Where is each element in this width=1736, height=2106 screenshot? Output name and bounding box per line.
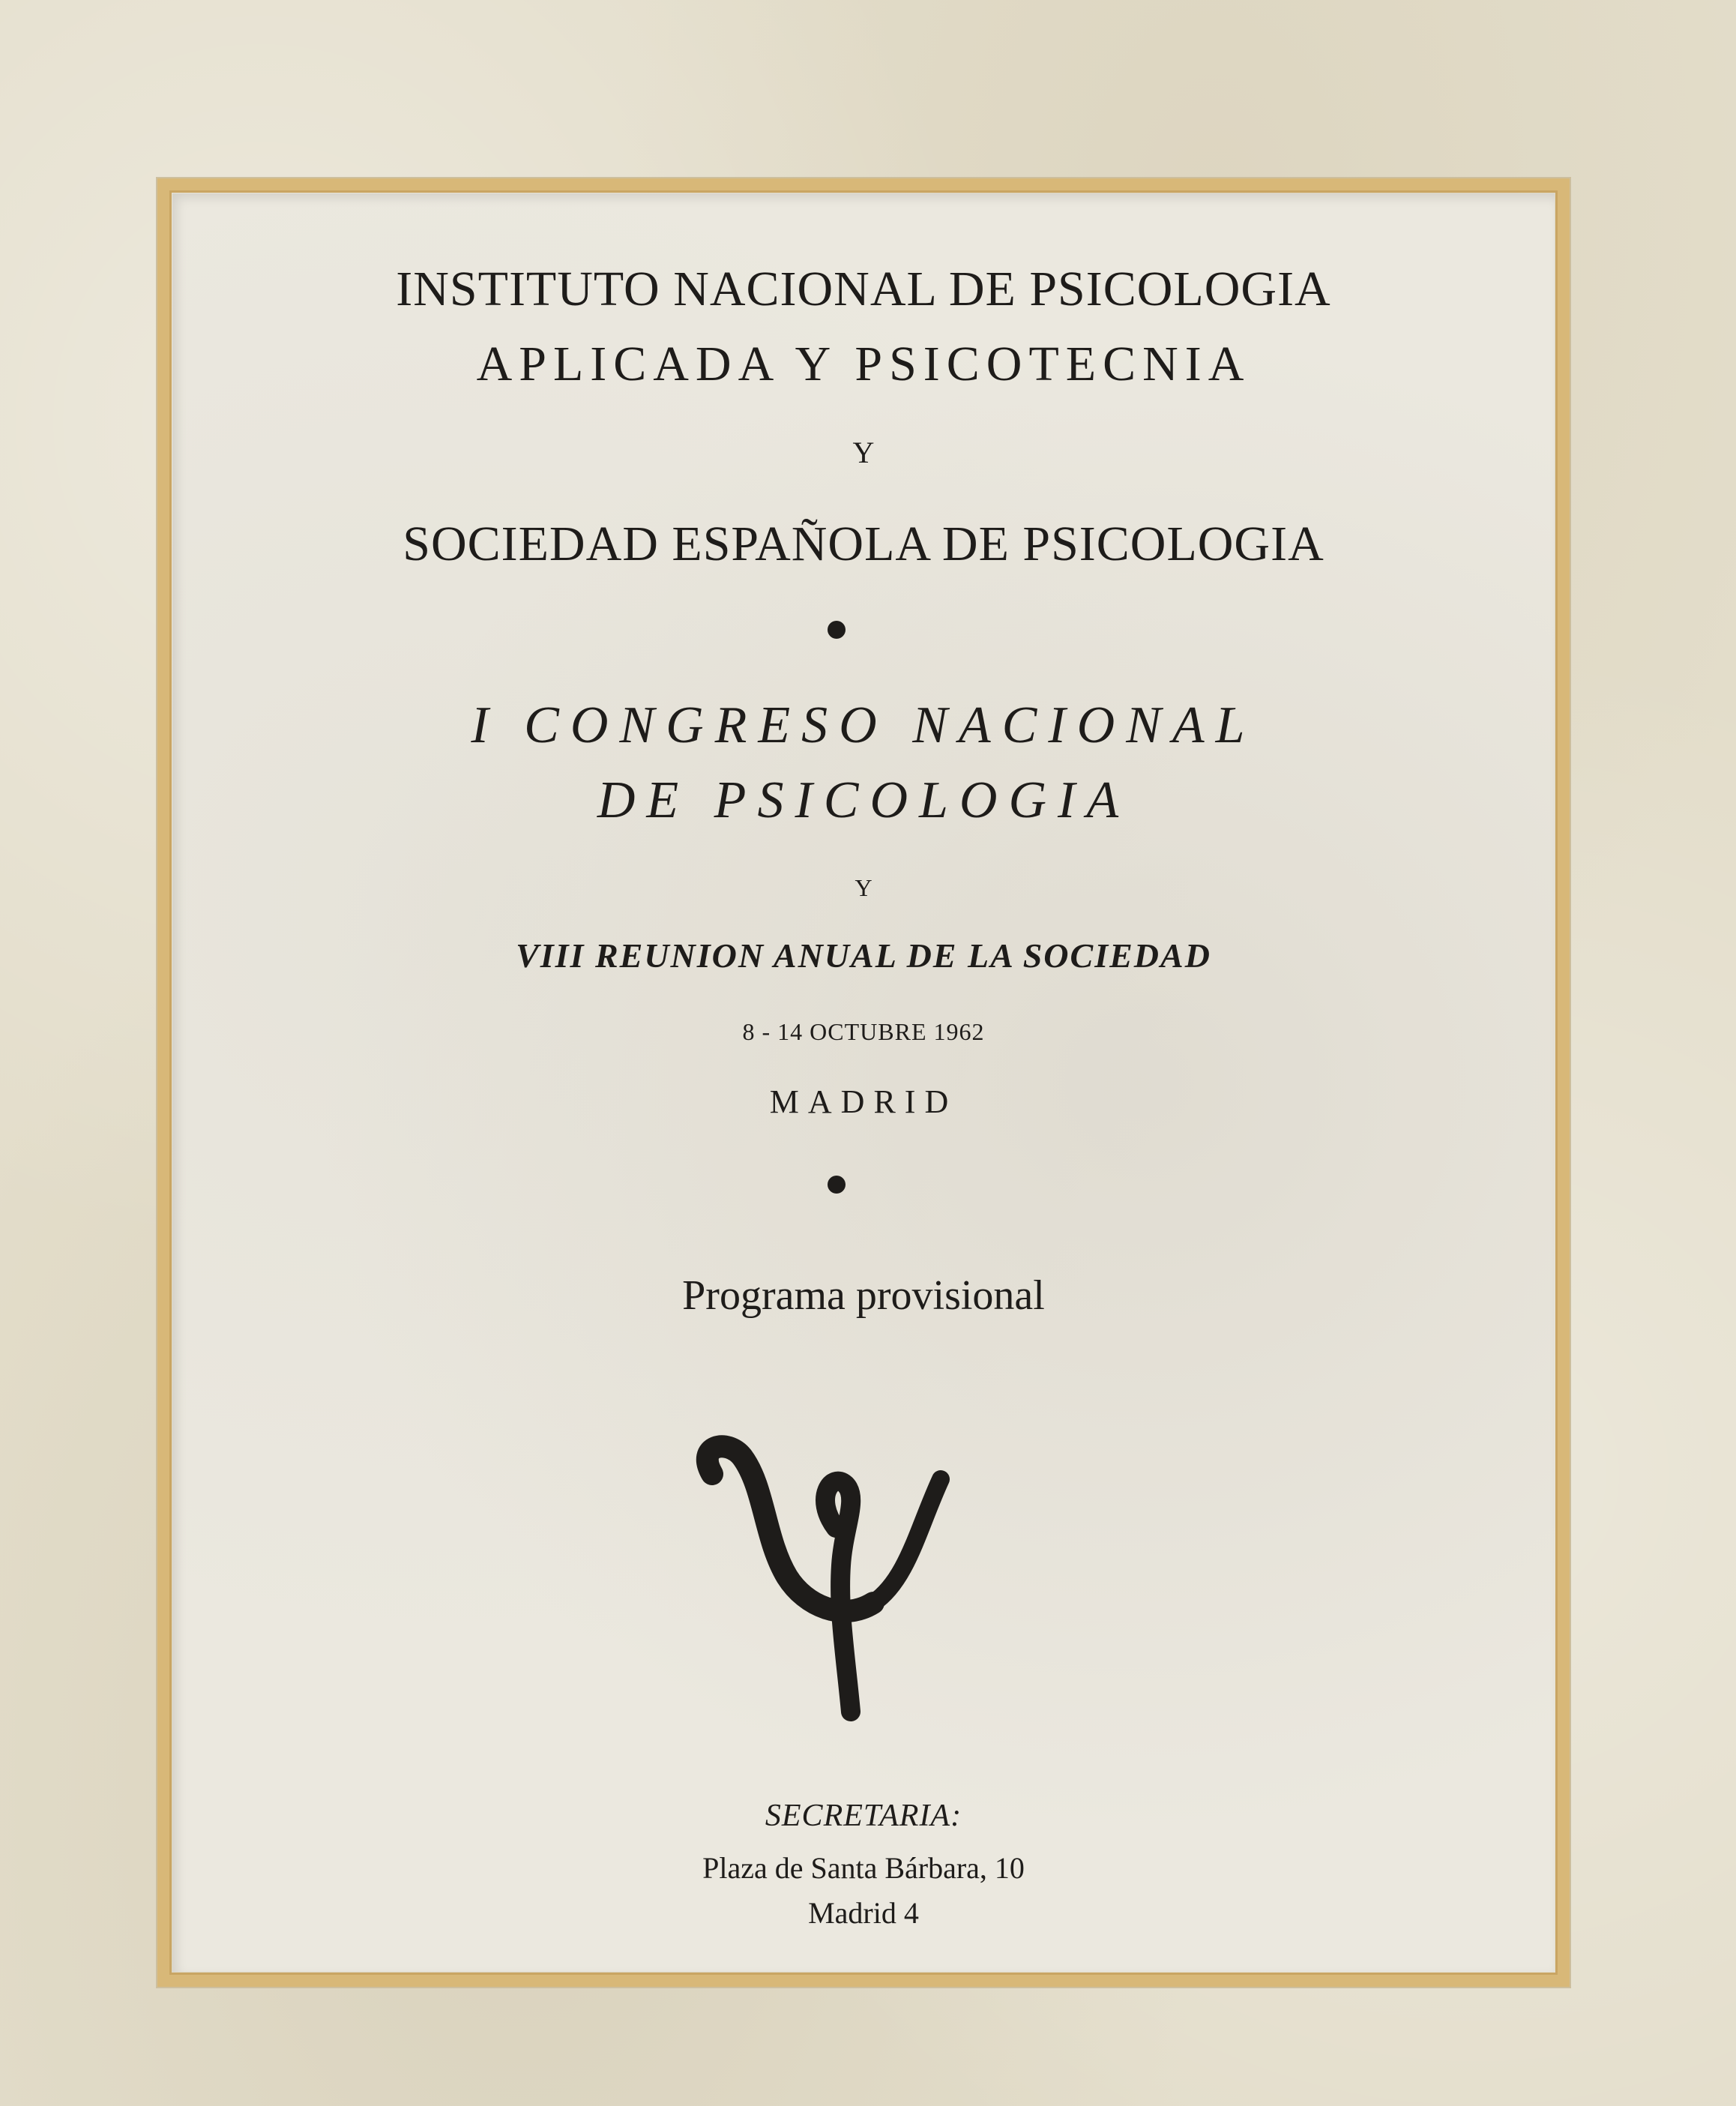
annual-meeting-title: VIII REUNION ANUAL DE LA SOCIEDAD xyxy=(516,936,1211,975)
institute-title-line1: INSTITUTO NACIONAL DE PSICOLOGIA xyxy=(396,262,1331,316)
secretariat-label: SECRETARIA: xyxy=(765,1799,962,1833)
bullet-dot-2 xyxy=(828,1176,846,1194)
bullet-dot-1 xyxy=(828,621,846,639)
society-title: SOCIEDAD ESPAÑOLA DE PSICOLOGIA xyxy=(403,517,1324,571)
institute-title-line2: APLICADA Y PSICOTECNIA xyxy=(476,337,1251,391)
psi-symbol-icon xyxy=(682,1415,1012,1723)
conjunction-y-2: Y xyxy=(855,874,872,901)
program-title: Programa provisional xyxy=(682,1272,1045,1319)
congress-city: MADRID xyxy=(769,1083,958,1120)
secretariat-address-line1: Plaza de Santa Bárbara, 10 xyxy=(702,1851,1025,1885)
congress-title-line2: DE PSICOLOGIA xyxy=(597,771,1130,829)
secretariat-address-line2: Madrid 4 xyxy=(808,1896,919,1930)
document-content xyxy=(172,193,1555,1972)
congress-title-line1: I CONGRESO NACIONAL xyxy=(471,697,1256,754)
congress-dates: 8 - 14 OCTUBRE 1962 xyxy=(742,1018,985,1045)
conjunction-y-1: Y xyxy=(852,436,875,469)
